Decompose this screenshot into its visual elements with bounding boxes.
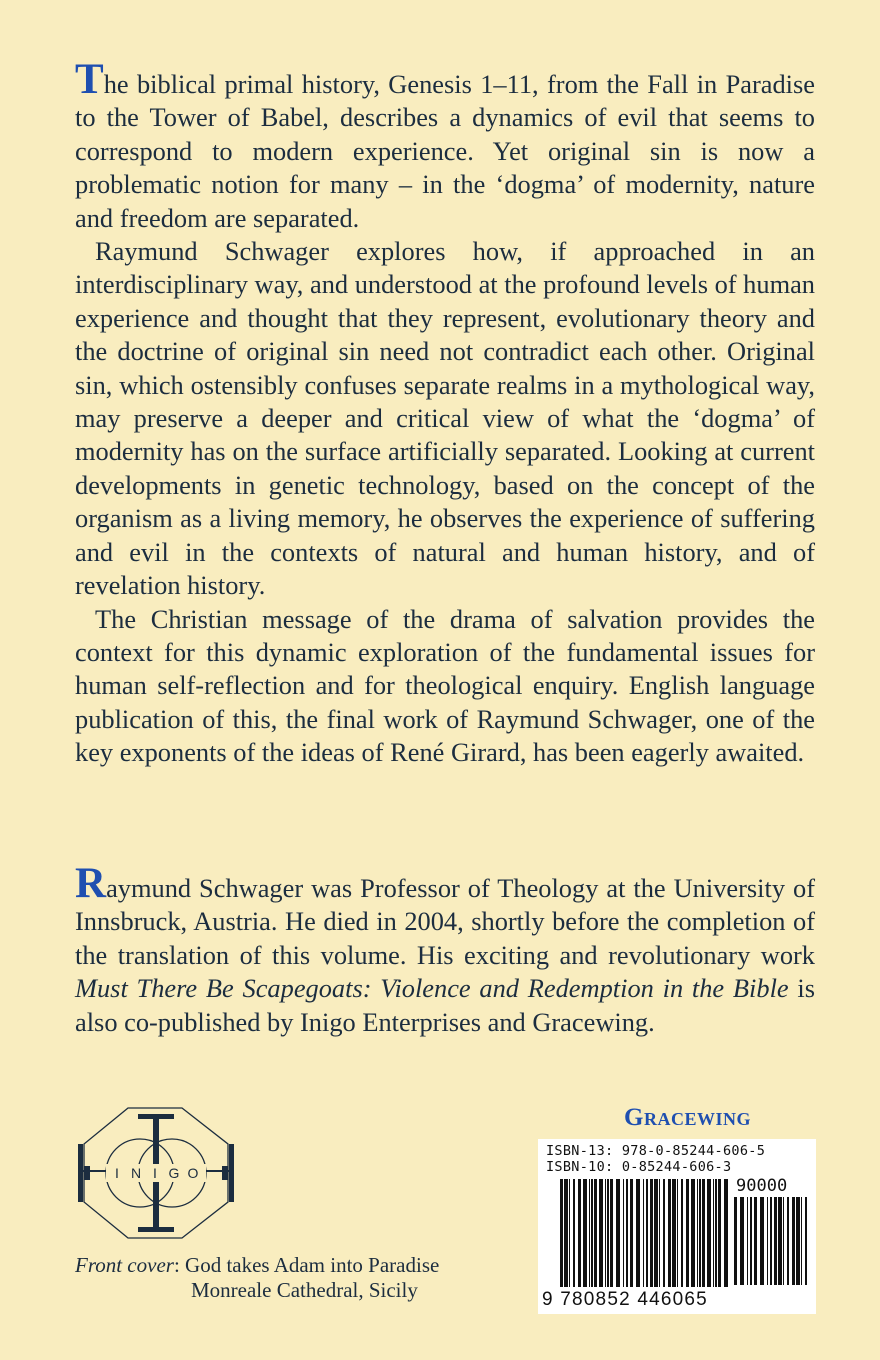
barcode-bar [605, 1179, 606, 1287]
barcode-bar [610, 1179, 613, 1287]
description-paragraph-2: Raymund Schwager explores how, if approached in an interdisciplinary way, and understood at the profound levels of human experience and thought that they represent, evolutionary theory and the doctrine of original sin need not contradict each other. Original sin, which ostensibly confuses separate realms in a mythological way, may preserve a deeper and critical view of what the ‘dogma’ of modernity has on the surface artificially separated. Looking at current developments in genetic technology, based on the concept of the organism as a living memory, he observes the experience of suffering and evil in the contexts of natural and human history, and of revelation history. [75, 236, 815, 601]
barcode-bar [646, 1179, 648, 1287]
book-description [75, 56, 815, 770]
barcode-bar [774, 1197, 777, 1285]
barcode-bar [747, 1197, 748, 1285]
barcode-bar [650, 1179, 653, 1287]
ean-barcode [560, 1179, 730, 1289]
barcode-bar [560, 1179, 563, 1287]
ean-digits: 9 780852 446065 [542, 1289, 708, 1310]
barcode-bar [691, 1179, 695, 1287]
barcode-bar [686, 1179, 689, 1287]
barcode-bar [767, 1197, 768, 1285]
barcode-bar [796, 1197, 800, 1285]
barcode-bar [699, 1179, 701, 1287]
inigo-letter: I [115, 1165, 121, 1181]
caption-line-1: : God takes Adam into Paradise [173, 1253, 440, 1277]
barcode-bar [718, 1179, 721, 1287]
barcode-bar [750, 1197, 752, 1285]
barcode-box [538, 1139, 816, 1314]
barcode-bar [805, 1197, 807, 1285]
barcode-bar [654, 1179, 658, 1287]
bio-text-start: aymund Schwager was Professor of Theology at the University of Innsbruck, Austria. He died in 2004, shortly before the completion of the translation of this volume. His exciting and revolutionary work [75, 873, 815, 970]
barcode-bar [787, 1197, 789, 1285]
inigo-logo [78, 1104, 234, 1242]
inigo-letter: N [130, 1165, 144, 1181]
barcode-bar [715, 1179, 717, 1287]
barcode-bar [578, 1179, 581, 1287]
barcode-bar [564, 1179, 568, 1287]
inigo-letter: O [187, 1165, 201, 1181]
isbn-13: ISBN-13: 978-0-85244-606-5 [546, 1143, 766, 1159]
price-addon-barcode [734, 1197, 810, 1287]
barcode-bar [724, 1179, 728, 1287]
caption-label: Front cover [75, 1253, 174, 1277]
barcode-bar [623, 1179, 624, 1287]
drop-cap: T [75, 56, 104, 103]
barcode-bar [591, 1179, 593, 1287]
author-bio-paragraph [75, 860, 816, 1039]
barcode-bar [607, 1179, 609, 1287]
barcode-bar [630, 1179, 633, 1287]
barcode-bar [589, 1179, 590, 1287]
barcode-bar [740, 1197, 744, 1285]
barcode-bar [801, 1197, 802, 1285]
barcode-bar [643, 1179, 644, 1287]
drop-cap: R [75, 860, 107, 907]
barcode-bar [713, 1179, 714, 1287]
inigo-letter: G [168, 1165, 182, 1181]
author-bio [75, 860, 816, 1039]
barcode-bar [783, 1197, 784, 1285]
barcode-bar [599, 1179, 603, 1287]
barcode-bar [754, 1197, 757, 1285]
barcode-bar [707, 1179, 711, 1287]
barcode-bar [677, 1179, 678, 1287]
bio-text-end: is also co-published by Inigo Enterprises and Gracewing. [75, 973, 816, 1037]
publisher-name: Gracewing [624, 1104, 751, 1131]
barcode-bar [663, 1179, 665, 1287]
barcode-bar [626, 1179, 628, 1287]
front-cover-caption [75, 1253, 439, 1303]
barcode-bar [702, 1179, 705, 1287]
barcode-bar [681, 1179, 683, 1287]
barcode-bar [697, 1179, 698, 1287]
isbn-10: ISBN-10: 0-85244-606-3 [546, 1159, 732, 1175]
barcode-bar [760, 1197, 764, 1285]
barcode-bar [672, 1179, 676, 1287]
barcode-bar [573, 1179, 575, 1287]
barcode-bar [770, 1197, 772, 1285]
caption-line-2: Monreale Cathedral, Sicily [191, 1278, 418, 1302]
description-paragraph-1 [75, 56, 815, 235]
barcode-bar [778, 1197, 782, 1285]
barcode-bar [636, 1179, 640, 1287]
book-title-italic: Must There Be Scapegoats: Violence and Redemption in the Bible [75, 973, 789, 1004]
barcode-bar [792, 1197, 795, 1285]
barcode-bar [659, 1179, 660, 1287]
description-paragraph-1-text: he biblical primal history, Genesis 1–11, from the Fall in Paradise to the Tower of Babel, describes a dynamics of evil that seems to correspond to modern experience. Yet original sin is now a problematic notion for many – in the ‘dogma’ of modernity, nature and freedom are separated. [75, 69, 815, 233]
barcode-bar [569, 1179, 570, 1287]
inigo-letter: I [153, 1165, 159, 1181]
barcode-bar [616, 1179, 620, 1287]
barcode-bar [583, 1179, 587, 1287]
price-code: 90000 [736, 1176, 788, 1196]
barcode-bar [668, 1179, 671, 1287]
barcode-bar [594, 1179, 597, 1287]
barcode-bar [734, 1197, 737, 1285]
description-paragraph-3: The Christian message of the drama of salvation provides the context for this dynamic exploration of the fundamental issues for human self-reflection and for theological enquiry. English language publication of this, the final work of Raymund Schwager, one of the key exponents of the ideas of René Girard, has been eagerly awaited. [75, 603, 815, 768]
